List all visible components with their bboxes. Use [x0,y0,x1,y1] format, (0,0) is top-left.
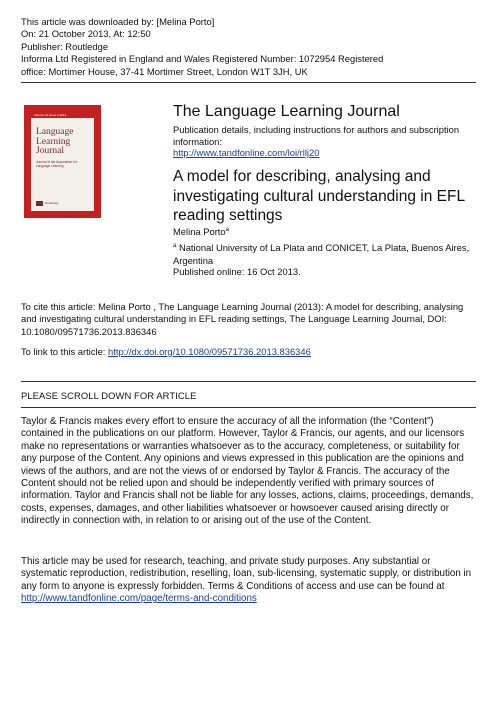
affiliation-text: National University of La Plata and CONICET, La Plata, Buenos Aires, Argentina [173,242,470,266]
doi-link[interactable]: http://dx.doi.org/10.1080/09571736.2013.836346 [108,346,311,357]
scroll-notice: PLEASE SCROLL DOWN FOR ARTICLE [21,390,197,401]
divider [21,381,476,382]
divider [21,82,476,83]
header-line: Publisher: Routledge [21,40,109,52]
header-line: On: 21 October 2013, At: 12:50 [21,28,151,40]
cover-strip-text: Volume 41 Issue 3 2013 [34,113,67,117]
author [173,226,229,237]
author-name: Melina Porto [173,226,226,237]
publisher-logo-icon [36,201,43,206]
cover-subtitle: Journal of the Association for Language Learning [36,160,77,168]
article-link-line [21,346,311,357]
cover-panel [31,112,94,211]
header-line: Informa Ltd Registered in England and Wales Registered Number: 1072954 Registered [21,53,384,65]
disclaimer-text: Taylor & Francis makes every effort to ensure the accuracy of all the information (the “Content”) contained in the publications on our platform. However, Taylor & Francis, our agents, and our licensors make no representations or warranties whatsoever as to the accuracy, completeness, or suitability for any purpose of the Content. Any opinions and views expressed in this publication are the opinions and views of the authors, and are not the views of or endorsed by Taylor & Francis. The accuracy of the Content should not be relied upon and should be independently verified with primary sources of information. Taylor and Francis shall not be liable for any losses, actions, claims, proceedings, demands, costs, expenses, damages, and other liabilities whatsoever or howsoever caused arising directly or indirectly in connection with, in relation to or arising out of the use of the Content. [21,416,474,527]
affiliation [173,240,473,267]
citation-text: To cite this article: Melina Porto , The Language Learning Journal (2013): A model for describing, analysing and investigating cultural understanding in EFL reading settings, The Language Learning Journal, DOI: 10.1080/09571736.2013.836346 [21,301,464,337]
article-link-label: To link to this article: [21,346,109,357]
terms-link[interactable]: http://www.tandfonline.com/page/terms-and-conditions [21,593,257,605]
published-online: Published online: 16 Oct 2013. [173,266,301,277]
author-sup: a [225,226,229,233]
cover-title: Language Learning Journal [36,127,74,156]
publication-details-text: Publication details, including instructions for authors and subscription information: [173,124,460,147]
affiliation-sup: a [173,243,177,249]
divider [21,407,476,408]
usage-text [21,556,476,606]
journal-url-link[interactable]: http://www.tandfonline.com/loi/rllj20 [173,147,320,159]
usage-body: This article may be used for research, teaching, and private study purposes. Any substantial or systematic reproduction, redistribution, reselling, loan, sub-licensing, systematic supply, or distribution in any form to anyone is expressly forbidden. Terms & Conditions of access and use can be found at [21,556,472,592]
download-header [21,16,471,78]
cover-logo-text: Routledge [45,201,59,205]
article-title: A model for describing, analysing and investigating cultural understanding in EFL reading settings [173,168,465,224]
journal-title: The Language Learning Journal [173,103,400,120]
header-line: office: Mortimer House, 37-41 Mortimer Street, London W1T 3JH, UK [21,65,308,77]
journal-cover-image [24,105,101,218]
header-line: This article was downloaded by: [Melina Porto] [21,16,215,27]
publication-details [173,124,473,159]
